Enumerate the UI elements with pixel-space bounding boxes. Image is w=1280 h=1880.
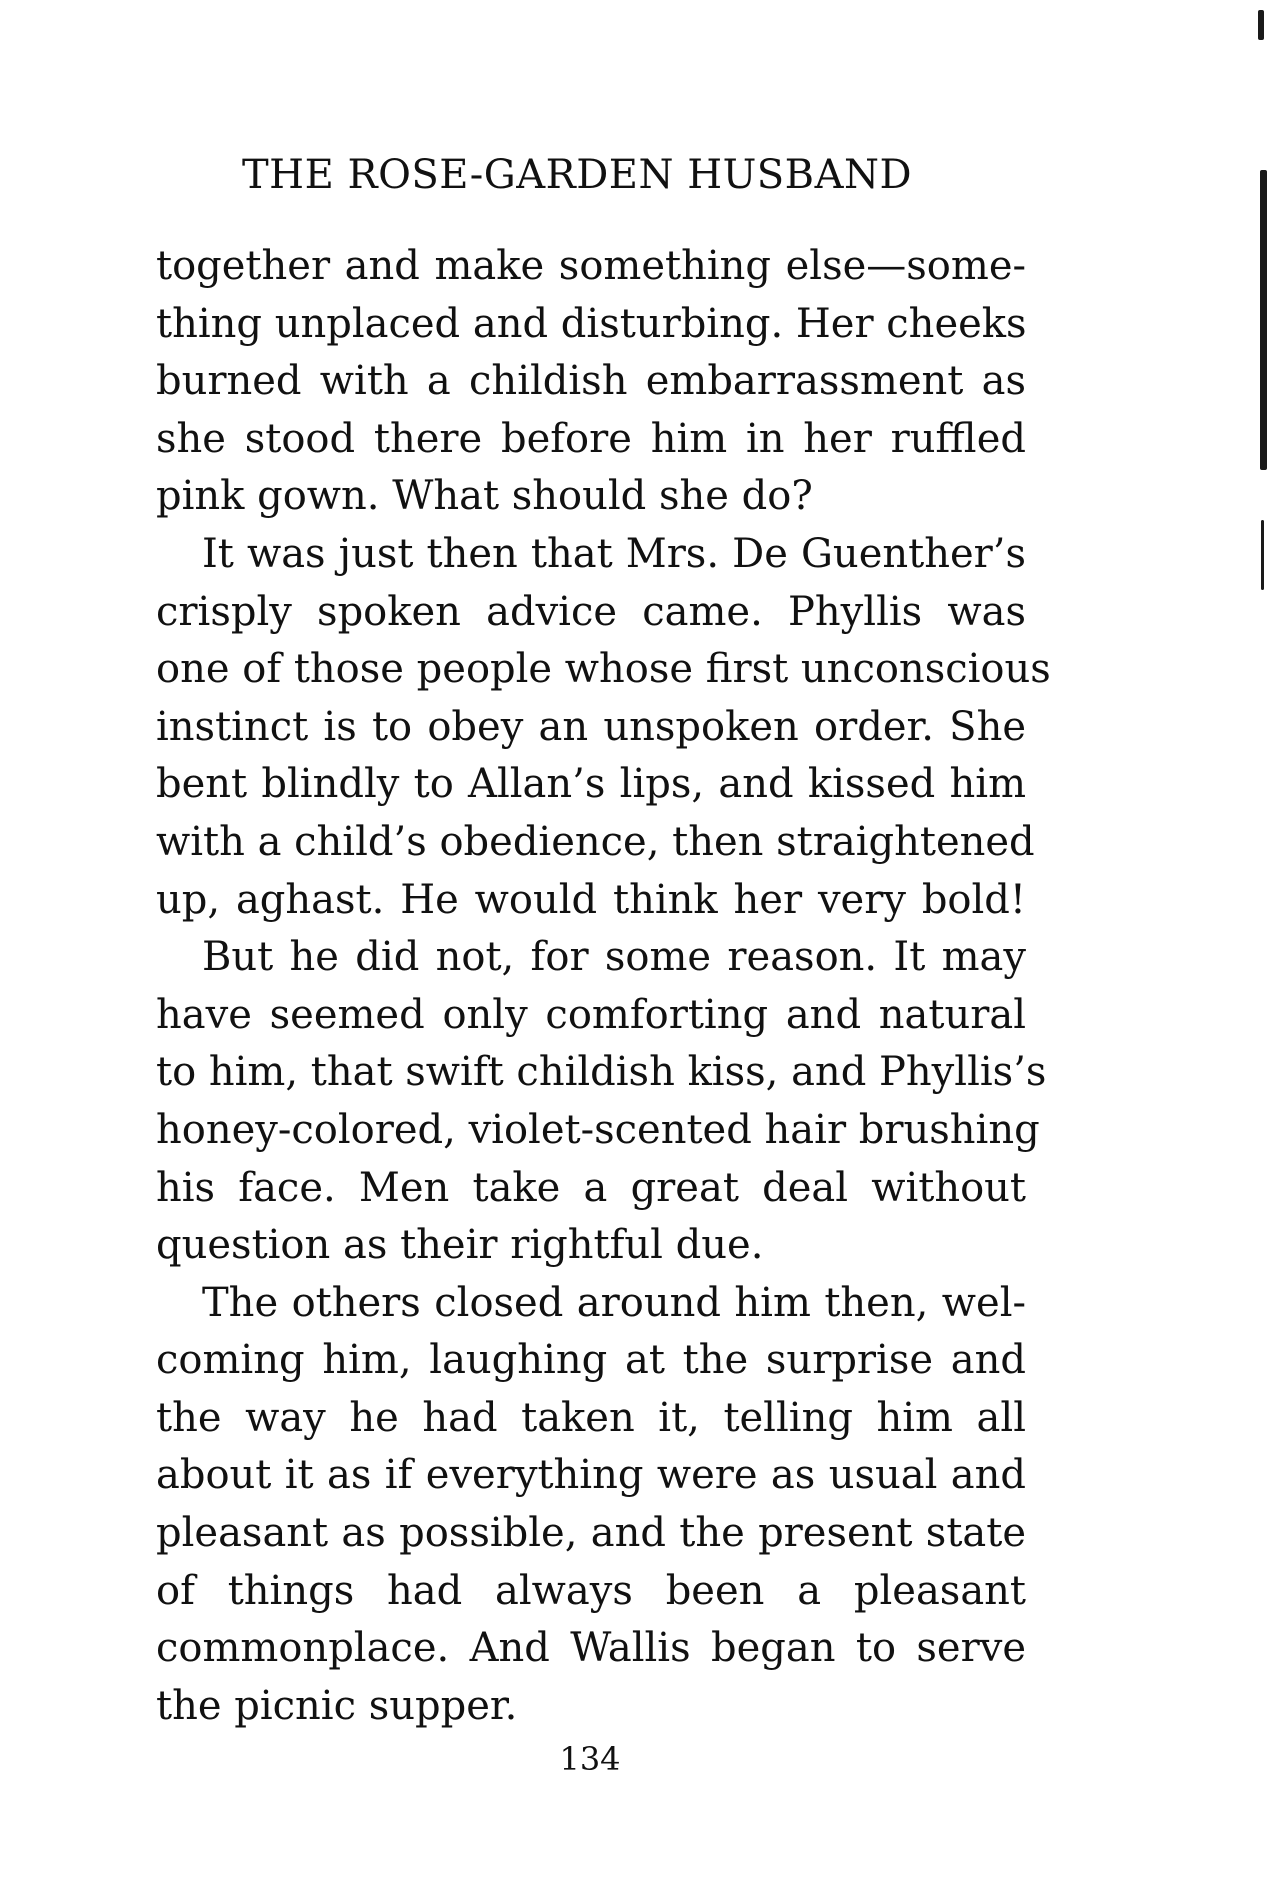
text-line: question as their rightful due. xyxy=(156,1222,764,1269)
text-line: burned with a childish embarrassment as xyxy=(156,358,1026,405)
text-line: the picnic supper. xyxy=(156,1682,518,1729)
scan-mark xyxy=(1260,170,1267,470)
scan-edge-shadow xyxy=(1254,0,1270,600)
body-text xyxy=(156,238,1051,1735)
text-line: she stood there before him in her ruffled xyxy=(156,415,1026,462)
text-line: thing unplaced and disturbing. Her cheeks xyxy=(156,300,1027,347)
text-line: coming him, laughing at the surprise and xyxy=(156,1337,1026,1384)
text-line: up, aghast. He would think her very bold! xyxy=(156,876,1026,923)
text-line: bent blindly to Allan’s lips, and kissed him xyxy=(156,761,1026,808)
text-line: about it as if everything were as usual and xyxy=(156,1452,1026,1499)
text-line: It was just then that Mrs. De Guenther’s xyxy=(202,530,1026,577)
text-line: to him, that swift childish kiss, and Phyllis’s xyxy=(156,1049,1047,1096)
text-line: with a child’s obedience, then straightened xyxy=(156,818,1035,865)
scan-mark xyxy=(1261,520,1264,590)
paragraph xyxy=(156,929,1047,1275)
scan-mark xyxy=(1258,10,1264,40)
paragraph xyxy=(156,1275,1026,1736)
text-line: of things had always been a pleasant xyxy=(156,1567,1026,1614)
page-number: 134 xyxy=(559,1740,621,1778)
paragraph xyxy=(156,526,1051,929)
text-line: have seemed only comforting and natural xyxy=(156,991,1026,1038)
text-line: his face. Men take a great deal without xyxy=(156,1164,1026,1211)
text-line: crisply spoken advice came. Phyllis was xyxy=(156,588,1026,635)
text-line: honey-colored, violet-scented hair brushing xyxy=(156,1106,1040,1153)
paragraph xyxy=(156,238,1026,526)
text-line: pleasant as possible, and the present state xyxy=(156,1510,1026,1557)
text-line: instinct is to obey an unspoken order. She xyxy=(156,703,1026,750)
text-line: the way he had taken it, telling him all xyxy=(156,1394,1026,1441)
text-line: commonplace. And Wallis began to serve xyxy=(156,1625,1026,1672)
text-line: together and make something else—some‑ xyxy=(156,243,1026,289)
text-line: But he did not, for some reason. It may xyxy=(202,934,1026,981)
text-line: The others closed around him then, wel‑ xyxy=(202,1279,1026,1326)
text-line: pink gown. What should she do? xyxy=(156,473,813,520)
text-line: one of those people whose first unconscious xyxy=(156,646,1051,693)
running-head: THE ROSE-GARDEN HUSBAND xyxy=(242,152,913,198)
